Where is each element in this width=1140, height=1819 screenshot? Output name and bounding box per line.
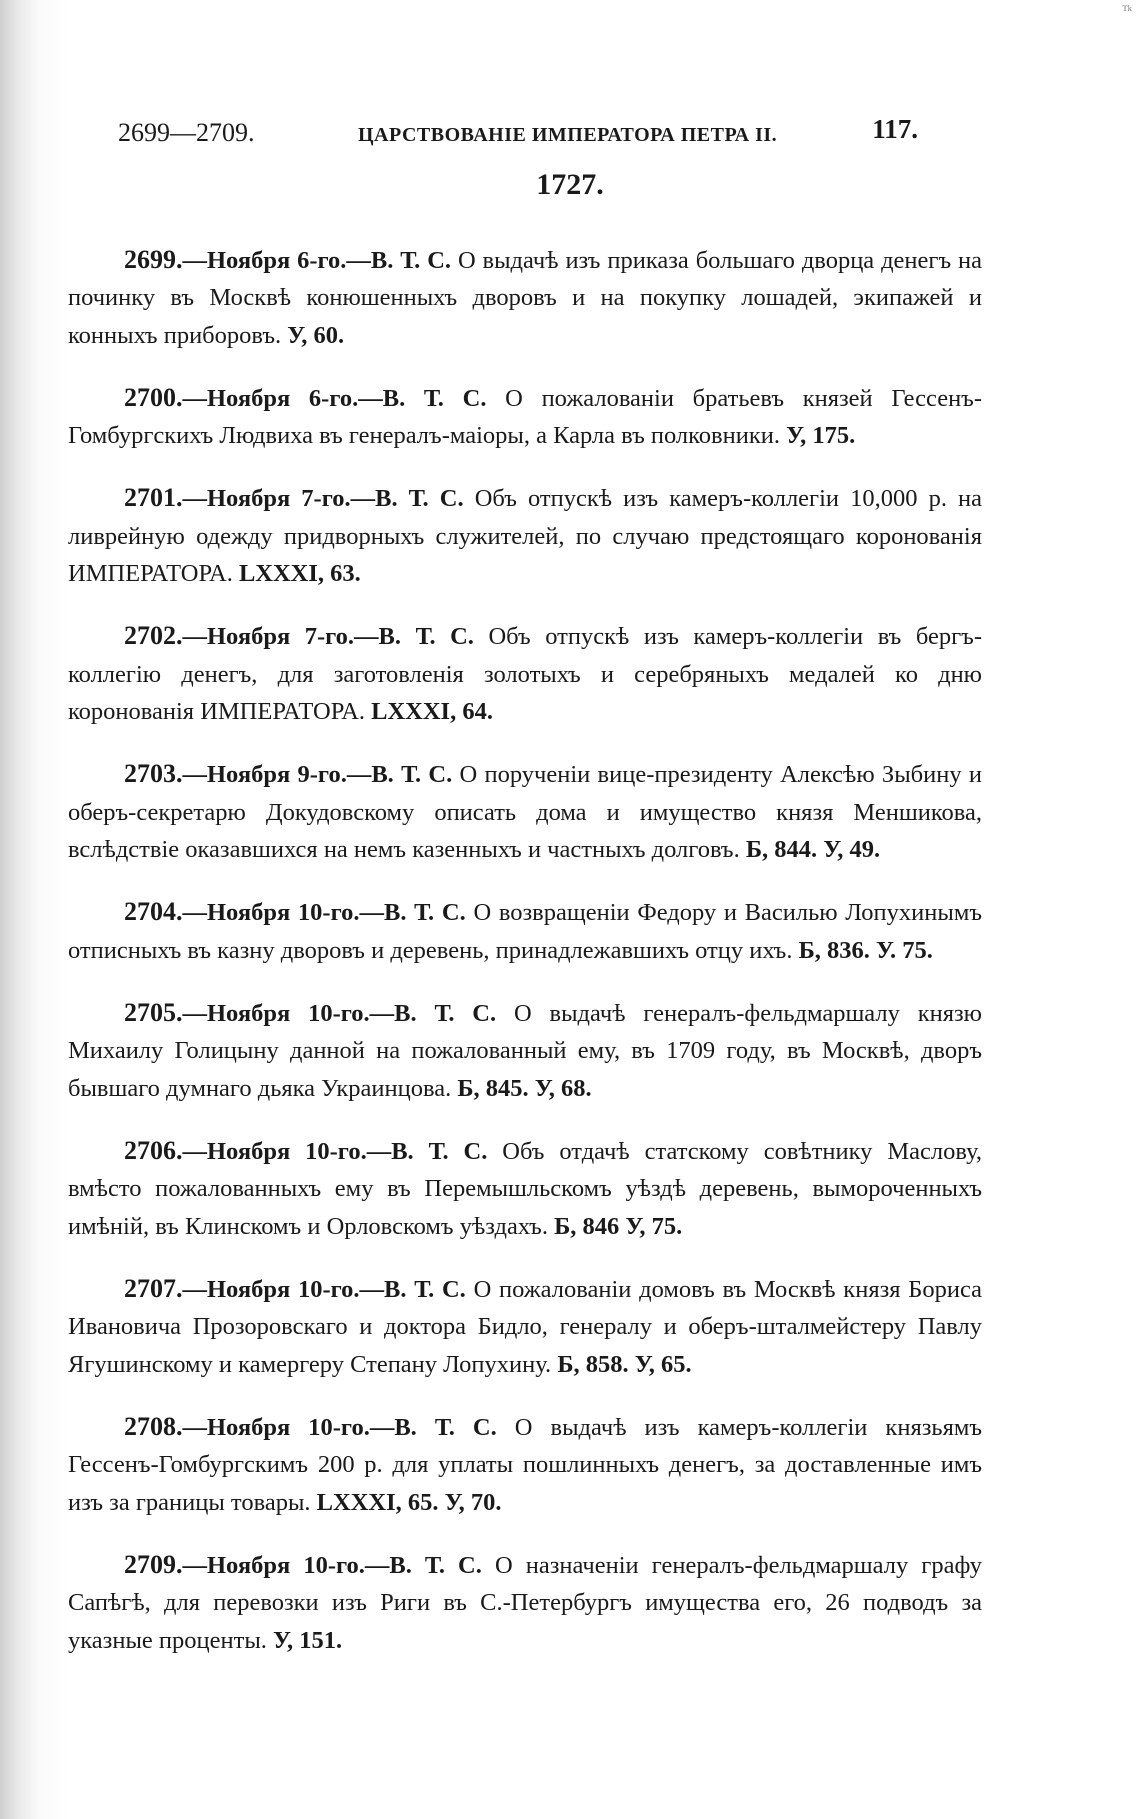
- entry-date: —Ноября 10-го.—В. Т. С.: [182, 999, 497, 1027]
- entry-text: О выдачѣ генералъ-фельдмаршалу князю Михаилу Голицыну данной на пожалованный ему, въ 1709 году, въ Москвѣ, дворъ бывшаго думнаго дьяка Украинцова.: [68, 999, 982, 1102]
- entry-number: 2703.: [124, 759, 183, 788]
- entry-refs: У, 175.: [786, 422, 856, 449]
- entry-number: 2708.: [124, 1411, 183, 1441]
- entry-refs: LXXXI, 63.: [238, 560, 361, 587]
- entry-text: О пожалованіи домовъ въ Москвѣ князя Бориса Ивановича Прозоровскаго и доктора Бидло, генералу и оберъ-шталмейстеру Павлу Ягушинскому и камергеру Степану Лопухину.: [68, 1275, 983, 1378]
- running-title: ЦАРСТВОВАНІЕ ИМПЕРАТОРА ПЕТРА II.: [358, 124, 778, 146]
- entry-text: О возвращеніи Федору и Василью Лопухинымъ отписныхъ въ казну дворовъ и деревень, принадлежавшихъ отцу ихъ.: [68, 899, 983, 964]
- entry-refs: LXXXI, 64.: [371, 698, 493, 725]
- entry-text: О выдачѣ изъ камеръ-коллегіи князьямъ Гессенъ-Гомбургскимъ 200 р. для уплаты пошлинныхъ денегъ, за доставленные имъ изъ за границы товары.: [68, 1413, 983, 1516]
- entry-number: 2707.: [124, 1273, 183, 1303]
- entry-number: 2700.: [124, 382, 183, 412]
- entry-number: 2706.: [124, 1135, 183, 1165]
- entry-text: О назначеніи генералъ-фельдмаршалу графу Сапѣгѣ, для перевозки изъ Риги въ С.-Петербургъ имущества его, 26 подводъ за указные проценты.: [68, 1551, 982, 1654]
- entry-refs: Б, 844. У, 49.: [745, 836, 881, 863]
- entry-2709: [68, 1546, 982, 1660]
- entry-date: —Ноября 10-го.—В. Т. С.: [182, 899, 466, 926]
- entry-refs: Б, 858. У, 65.: [557, 1350, 692, 1378]
- entry-text: О пожалованіи братьевъ князей Гессенъ-Гомбургскихъ Людвиха въ генералъ-маіоры, а Карла въ полковники.: [68, 384, 983, 449]
- entry-text: О порученіи вице-президенту Алексѣю Зыбину и оберъ-секретарю Докудовскому описать дома и имущество князя Меншикова, вслѣдствіе оказавшихся на немъ казенныхъ и частныхъ долговъ.: [68, 761, 982, 863]
- entry-number: 2704.: [124, 897, 183, 926]
- corner-mark: ᵀᵏ: [1122, 4, 1132, 19]
- entry-2706: [68, 1132, 982, 1246]
- entry-2699: [68, 241, 982, 355]
- entry-2701: [68, 479, 982, 593]
- year-heading: 1727.: [536, 168, 604, 201]
- entry-2708: [68, 1408, 982, 1522]
- entry-date: —Ноября 6-го.—В. Т. С.: [182, 246, 452, 274]
- entry-refs: У, 60.: [287, 321, 345, 349]
- entries-list: [68, 216, 982, 1683]
- page-number: 117.: [872, 114, 918, 144]
- entry-text: Объ отпускѣ изъ камеръ-коллегіи 10,000 р. на ливрейную одежду придворныхъ служителей, по случаю предстоящаго коронованія ИМПЕРАТОРА.: [68, 485, 983, 587]
- entry-date: —Ноября 10-го.—В. Т. С.: [182, 1275, 466, 1303]
- entry-date: —Ноября 6-го.—В. Т. С.: [182, 384, 487, 412]
- running-header: [118, 112, 918, 152]
- entry-text: Объ отпускѣ изъ камеръ-коллегіи въ бергъ-коллегію денегъ, для заготовленія золотыхъ и серебряныхъ медалей ко дню коронованія ИМПЕРАТОРА.: [68, 623, 983, 725]
- entry-range: 2699—2709.: [118, 118, 255, 147]
- entry-2707: [68, 1270, 982, 1384]
- entry-date: —Ноября 10-го.—В. Т. С.: [182, 1137, 488, 1165]
- entry-date: —Ноября 7-го.—В. Т. С.: [182, 623, 474, 650]
- entry-number: 2709.: [124, 1549, 183, 1579]
- entry-2703: [68, 755, 982, 869]
- entry-2705: [68, 994, 982, 1108]
- entry-refs: LXXXI, 65. У, 70.: [316, 1488, 502, 1516]
- entry-date: —Ноября 10-го.—В. Т. С.: [182, 1413, 497, 1441]
- entry-date: —Ноября 10-го.—В. Т. С.: [182, 1551, 482, 1579]
- entry-refs: Б, 836. У. 75.: [798, 936, 933, 964]
- entry-number: 2699.: [124, 244, 183, 274]
- entry-number: 2702.: [124, 621, 183, 650]
- entry-refs: У, 151.: [273, 1626, 343, 1654]
- entry-text: О выдачѣ изъ приказа большаго дворца денегъ на починку въ Москвѣ конюшенныхъ дворовъ и на покупку лошадей, экипажей и конныхъ приборовъ.: [68, 246, 983, 349]
- entry-2704: [68, 893, 982, 969]
- entry-text: Объ отдачѣ статскому совѣтнику Маслову, вмѣсто пожалованныхъ ему въ Перемышльскомъ уѣздѣ деревень, вымороченныхъ имѣній, въ Клинскомъ и Орловскомъ уѣздахъ.: [68, 1137, 983, 1240]
- entry-2702: [68, 617, 982, 731]
- entry-date: —Ноября 9-го.—В. Т. С.: [182, 761, 453, 788]
- entry-2700: [68, 379, 982, 455]
- entry-number: 2705.: [124, 997, 183, 1027]
- entry-date: —Ноября 7-го.—В. Т. С.: [182, 485, 464, 512]
- entry-refs: Б, 846 У, 75.: [554, 1212, 683, 1240]
- entry-refs: Б, 845. У, 68.: [457, 1074, 592, 1102]
- entry-number: 2701.: [124, 483, 183, 512]
